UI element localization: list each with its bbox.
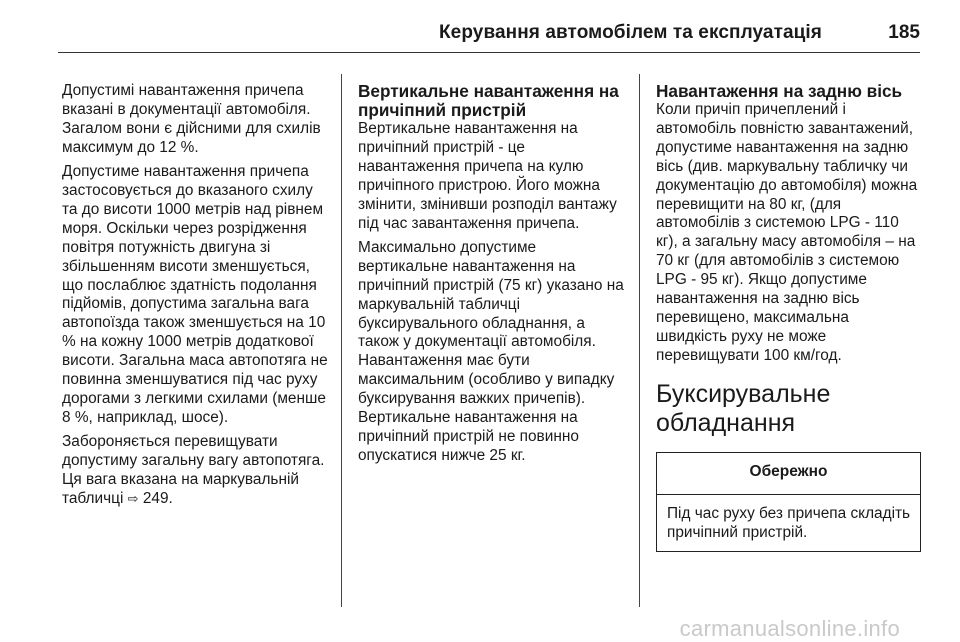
column-divider bbox=[341, 74, 342, 607]
section-subheading: Навантаження на задню вісь bbox=[656, 81, 903, 101]
paragraph: Допустимі навантаження причепа вказані в документації автомобіля. Загалом вони є дійсними для схилів максимум до 12 %. bbox=[62, 82, 321, 156]
section-subheading: Вертикальне навантаження на причіпний пристрій bbox=[358, 81, 619, 120]
notice-title: Обережно bbox=[657, 453, 920, 495]
text-column-1 bbox=[62, 82, 330, 514]
paragraph: Вертикальне навантаження на причіпний пристрій - це навантаження причепа на кулю причіпного пристрою. Його можна змінити, змінивши розподіл вантажу під час завантаження причепа. bbox=[358, 120, 617, 232]
column-divider bbox=[639, 74, 640, 607]
watermark: carmanualsonline.info bbox=[679, 616, 900, 641]
notice-text: Під час руху без причепа складіть причіпний пристрій. bbox=[667, 504, 911, 541]
paragraph: Максимально допустиме вертикальне навантаження на причіпний пристрій (75 кг) указано на маркувальній табличці буксирувального обладнання, а також у документації автомобіля. Навантаження має бути максимальним (особливо у випадку буксирування важких причепів). Вертикальне навантаження на причіпний пристрій не повинно опускатися нижче 25 кг. bbox=[358, 238, 624, 464]
page-reference-link[interactable]: 249. bbox=[142, 490, 173, 508]
caution-notice-box bbox=[656, 452, 921, 553]
paragraph-text: Забороняється перевищувати допустиму загальну вагу автопотяга. Ця вага вказана на маркувальній табличці bbox=[62, 433, 325, 508]
arrow-reference-icon[interactable]: ⇨ bbox=[127, 491, 139, 507]
section-heading: Буксирувальне обладнання bbox=[656, 379, 831, 437]
paragraph bbox=[62, 433, 330, 509]
header-title: Керування автомобілем та експлуатація bbox=[438, 22, 822, 43]
page-header bbox=[58, 12, 920, 53]
text-column-3 bbox=[656, 82, 924, 552]
paragraph: Коли причіп причеплений і автомобіль повністю завантажений, допустиме навантаження на задню вісь (див. маркувальну табличку чи документацію до автомобіля) можна перевищити на 80 кг, (для автомобілів з системою LPG - 110 кг), а загальну масу автомобіля – на 70 кг (для автомобілів з системою LPG - 95 кг). Якщо допустиме навантаження на задню вісь перевищено, максимальна швидкість руху не може перевищувати 100 км/год. bbox=[656, 101, 918, 364]
text-column-2 bbox=[358, 82, 626, 471]
paragraph: Допустиме навантаження причепа застосовується до вказаного схилу та до висоти 1000 метрів над рівнем моря. Оскільки через розрідження повітря потужність двигуна зі збільшенням висоти зменшується, що послаблює здатність подолання підйомів, допустима загальна вага автопоїзда також зменшується на 10 % на кожну 1000 метрів додаткової висоти. Загальна маса автопотяга не повинна зменшуватися під час руху дорогами з легкими схилами (менше 8 %, наприклад, шосе). bbox=[62, 163, 328, 426]
page-number: 185 bbox=[888, 22, 920, 43]
